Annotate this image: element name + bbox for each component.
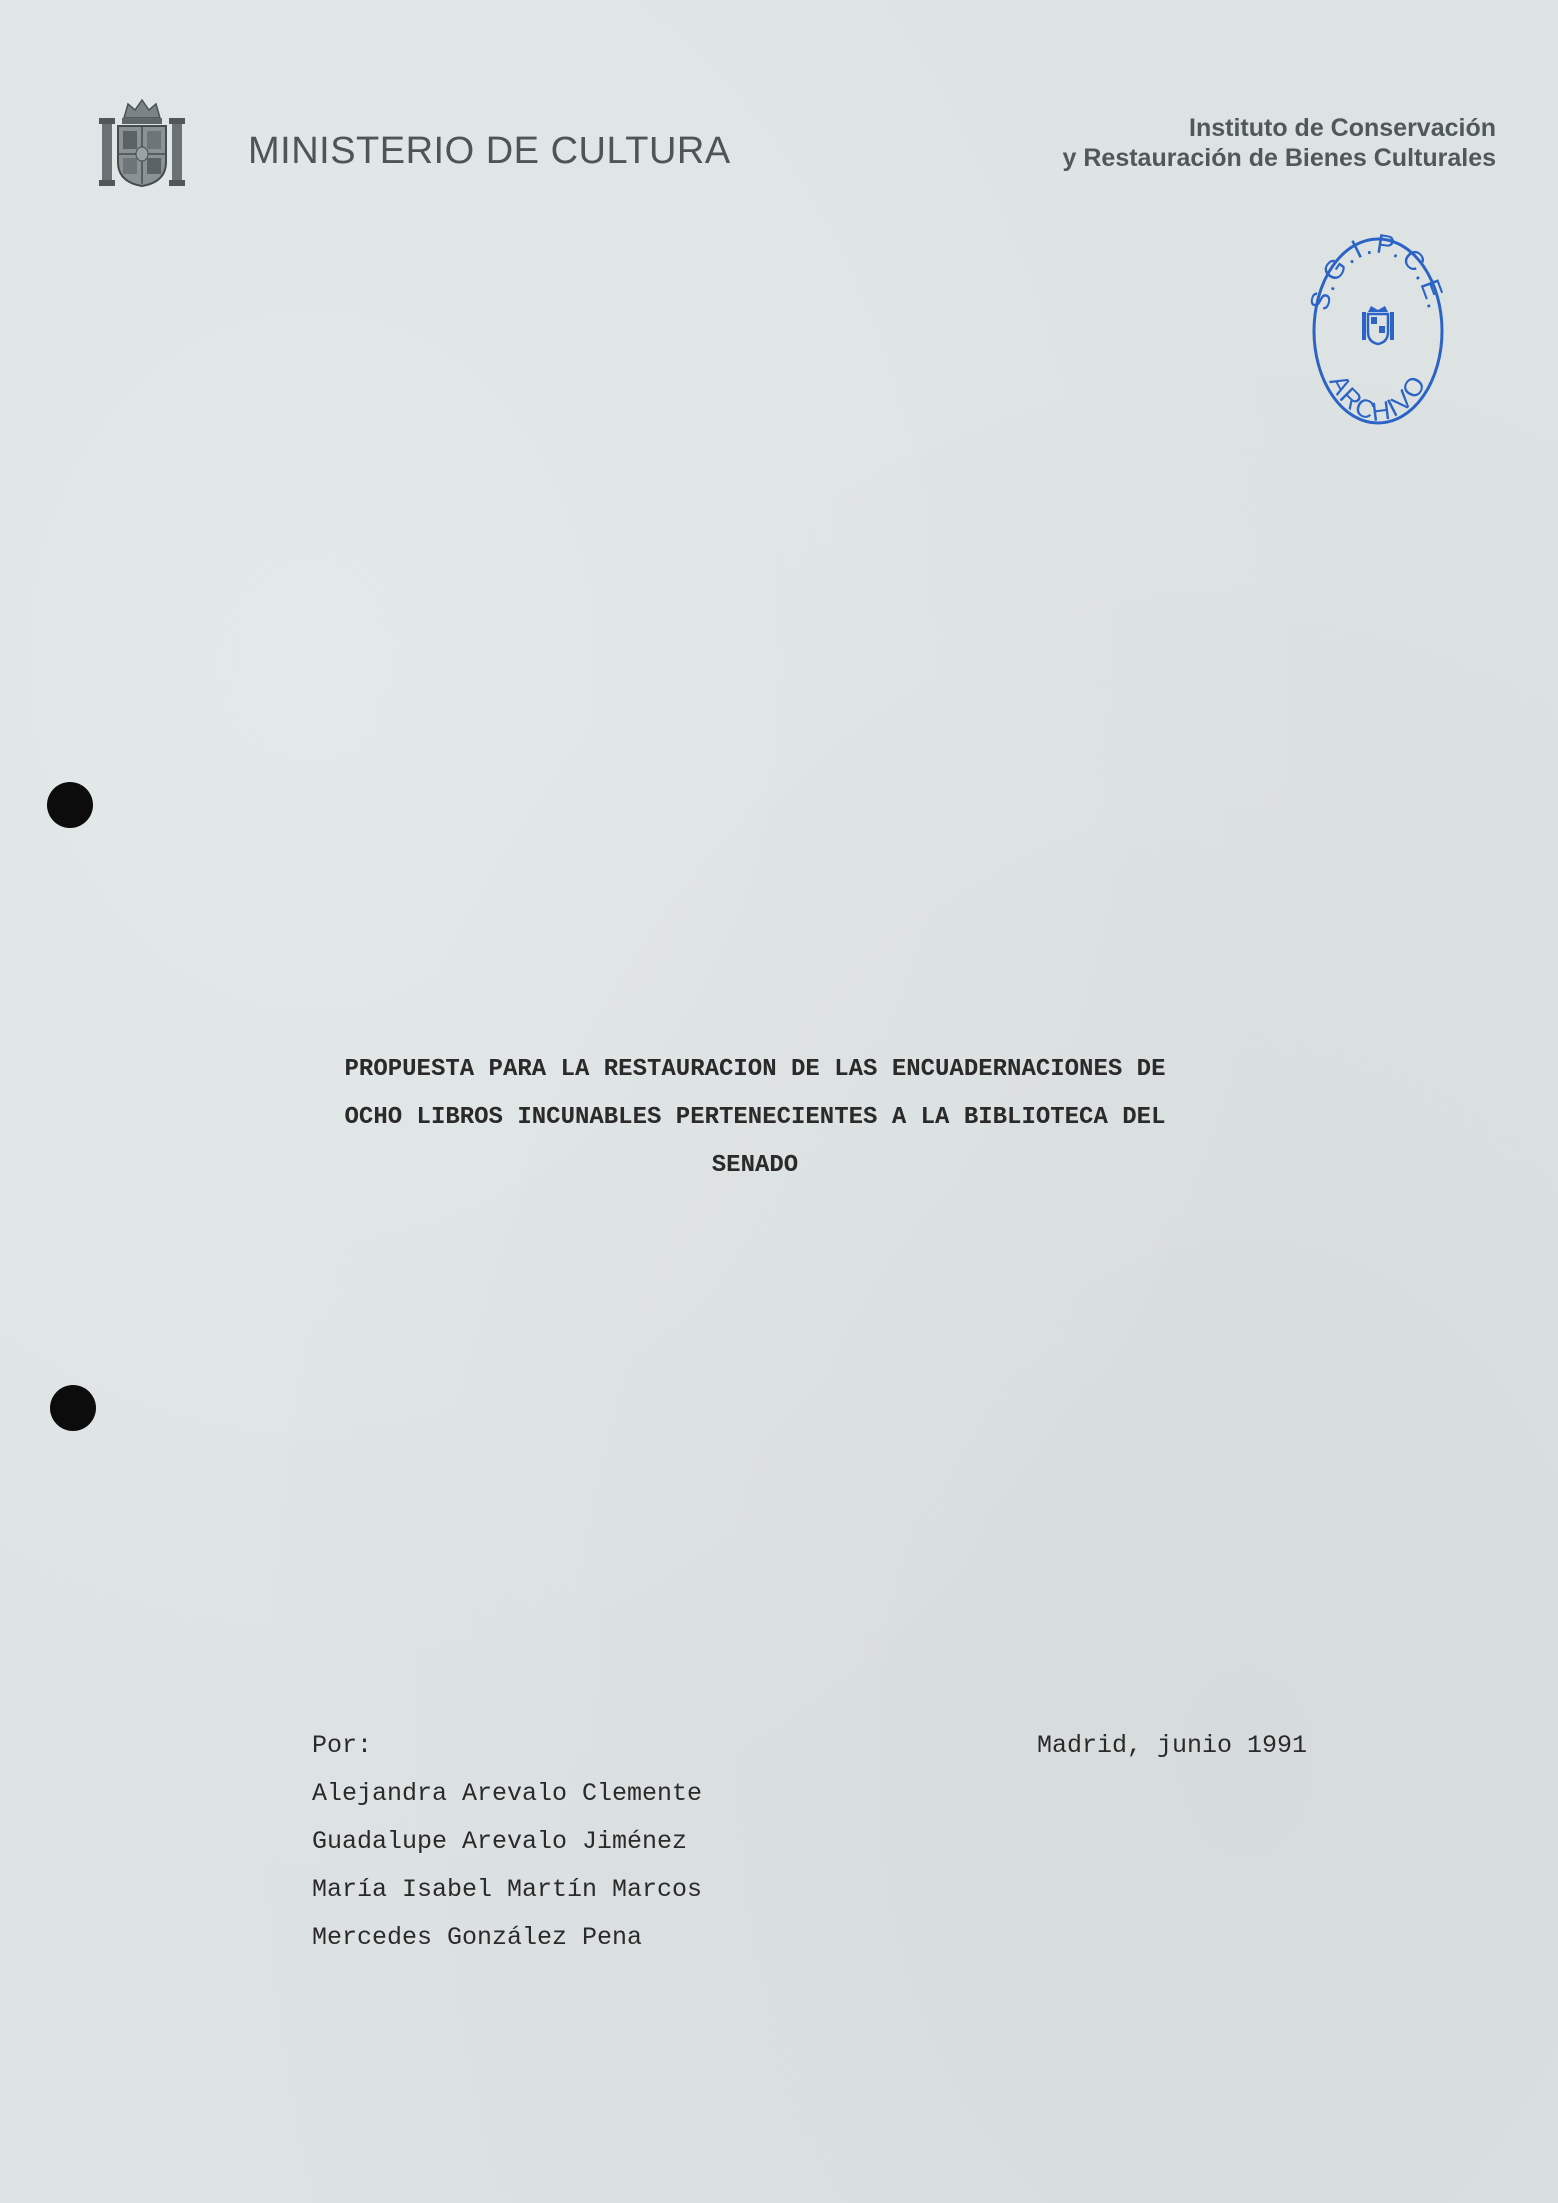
author-name: Mercedes González Pena [312,1923,643,1952]
author-name: María Isabel Martín Marcos [312,1875,703,1904]
document-title [300,1046,1210,1190]
ministry-name: MINISTERIO DE CULTURA [248,130,731,172]
archive-stamp [1308,232,1448,430]
punch-hole [50,1385,96,1431]
title-line: SENADO [711,1152,799,1179]
institute-name [1063,113,1496,173]
stamp-bottom-text: ARCHIVO [1323,369,1433,427]
place-date: Madrid, junio 1991 [1037,1731,1308,1760]
institute-line-2: y Restauración de Bienes Culturales [1062,144,1496,172]
svg-text:ARCHIVO [1324,369,1433,427]
author-name: Alejandra Arevalo Clemente [312,1779,703,1808]
stamp-crest-icon [1362,306,1394,344]
stamp-top-text: .G.I.P.C.E [1310,232,1448,305]
spanish-coat-of-arms-icon [98,96,186,190]
institute-line-1: Instituto de Conservación [1189,114,1496,142]
authors-block [312,1722,702,1962]
svg-text:S.G.I.P.C.E. [1308,232,1448,313]
punch-hole [47,782,93,828]
title-line: PROPUESTA PARA LA RESTAURACION DE LAS ENCUADERNACIONES DE [344,1056,1166,1083]
authors-label: Por: [312,1731,373,1760]
title-line: OCHO LIBROS INCUNABLES PERTENECIENTES A LA BIBLIOTECA DEL [344,1104,1166,1131]
author-name: Guadalupe Arevalo Jiménez [312,1827,688,1856]
